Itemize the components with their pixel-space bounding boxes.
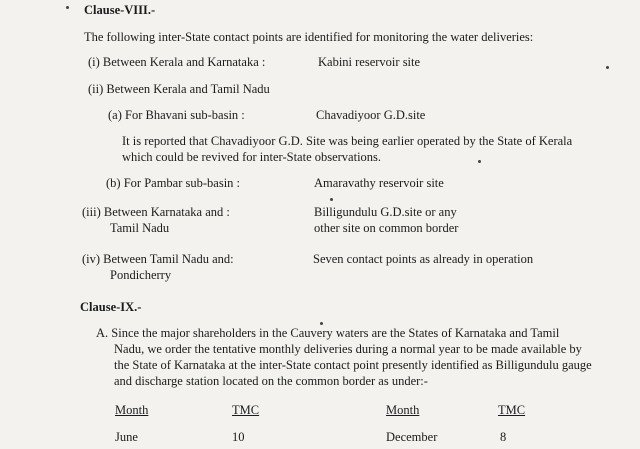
item-iv-value: Seven contact points as already in operation — [313, 252, 534, 266]
pambar-label: (b) For Pambar sub-basin : — [106, 176, 241, 190]
table-cell-tmc-june: 10 — [232, 430, 245, 444]
clause-viii-intro: The following inter-State contact points are identified for monitoring the water deliveries: — [84, 30, 534, 44]
item-i-value: Kabini reservoir site — [318, 55, 421, 69]
clause-ix-para-line-1: A. Since the major shareholders in the Cauvery waters are the States of Karnataka and Tamil — [96, 326, 560, 340]
table-cell-month-june: June — [115, 430, 138, 444]
item-iv-label-line-1: (iv) Between Tamil Nadu and: — [82, 252, 234, 266]
item-iii-value-line-2: other site on common border — [314, 221, 459, 235]
item-ii-label: (ii) Between Kerala and Tamil Nadu — [88, 82, 270, 96]
item-i-label: (i) Between Kerala and Karnataka : — [88, 55, 266, 69]
bhavani-value: Chavadiyoor G.D.site — [316, 108, 426, 122]
scan-speck — [330, 198, 333, 201]
pambar-value: Amaravathy reservoir site — [314, 176, 444, 190]
clause-viii-heading: Clause-VIII.- — [84, 3, 156, 17]
clause-ix-heading: Clause-IX.- — [80, 300, 142, 314]
scan-speck — [478, 160, 481, 163]
table-cell-tmc-december: 8 — [500, 430, 507, 444]
note-line-1: It is reported that Chavadiyoor G.D. Site was being earlier operated by the State of Kerala — [122, 134, 573, 148]
item-iii-label-line-1: (iii) Between Karnataka and : — [82, 205, 230, 219]
clause-ix-para-line-4: and discharge station located on the common border as under:- — [114, 374, 428, 388]
clause-ix-para-line-2: Nadu, we order the tentative monthly deliveries during a normal year to be made available by — [114, 342, 582, 356]
note-line-2: which could be revived for inter-State observations. — [122, 150, 382, 164]
item-iii-value-line-1: Billigundulu G.D.site or any — [314, 205, 457, 219]
scan-speck — [320, 322, 323, 325]
item-iv-label-line-2: Pondicherry — [110, 268, 172, 282]
table-cell-month-december: December — [386, 430, 438, 444]
table-header-month-1: Month — [115, 403, 149, 417]
table-header-tmc-1: TMC — [232, 403, 260, 417]
clause-ix-para-line-3: the State of Karnataka at the inter-State contact point presently identified as Billigundulu gauge — [114, 358, 592, 372]
bhavani-label: (a) For Bhavani sub-basin : — [108, 108, 245, 122]
table-header-month-2: Month — [386, 403, 420, 417]
table-header-tmc-2: TMC — [498, 403, 526, 417]
scan-speck — [606, 66, 609, 69]
scan-speck — [66, 6, 69, 9]
item-iii-label-line-2: Tamil Nadu — [110, 221, 170, 235]
